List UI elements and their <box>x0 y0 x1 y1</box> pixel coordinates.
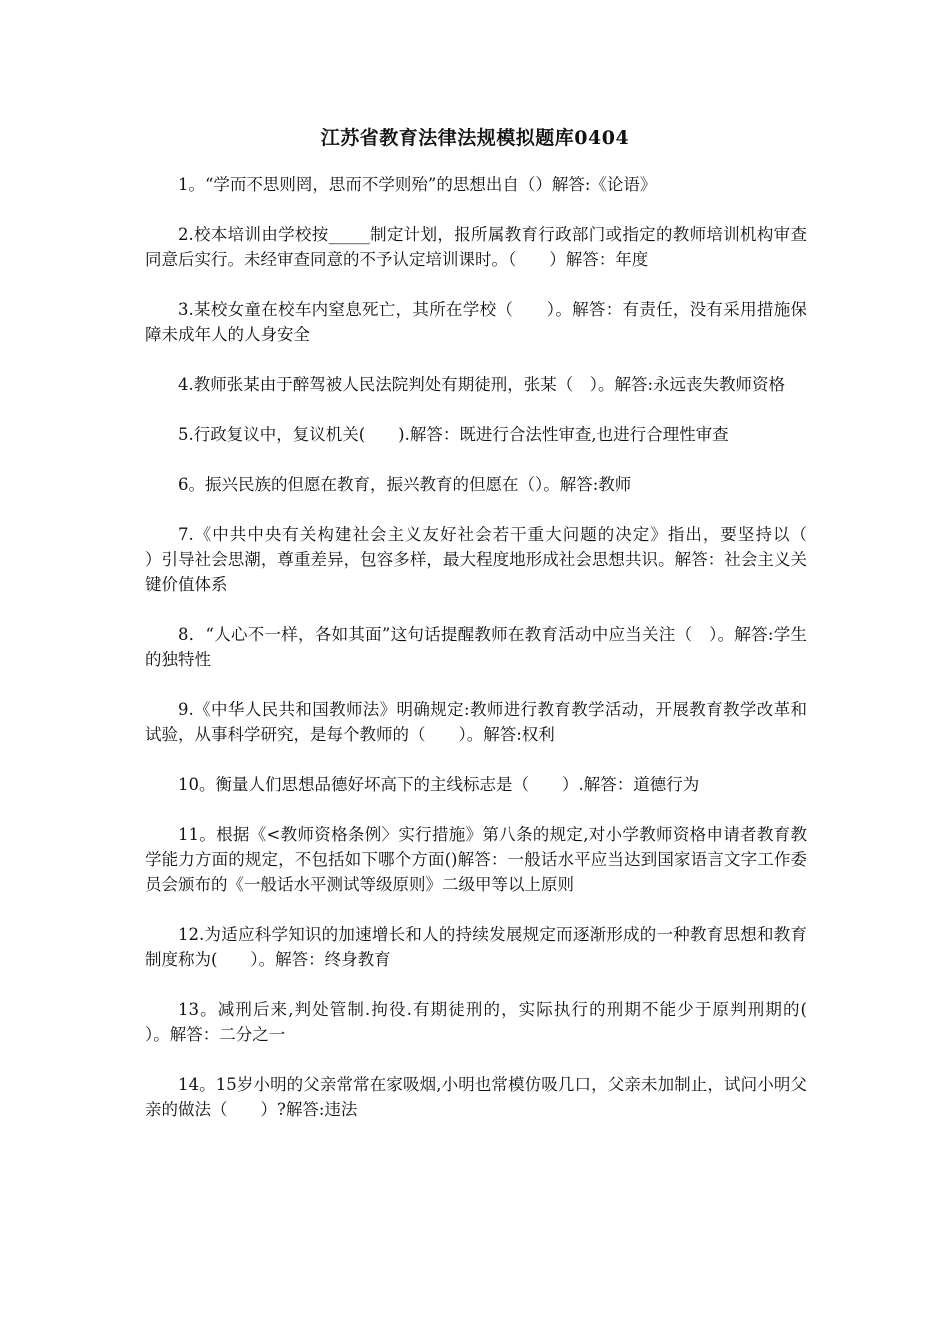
question-item: 6。振兴民族的但愿在教育，振兴教育的但愿在（）。解答:教师 <box>178 475 632 494</box>
question-item: 5.行政复议中，复议机关( ).解答：既进行合法性审查,也进行合理性审查 <box>178 425 729 444</box>
question-item: 14。15岁小明的父亲常常在家吸烟,小明也常模仿吸几口，父亲未加制止，试问小明父亲的做法（ ）?解答:违法 <box>145 1075 807 1119</box>
question-item: 10。衡量人们思想品德好坏高下的主线标志是（ ）.解答：道德行为 <box>178 775 700 794</box>
question-item: 4.教师张某由于醉驾被人民法院判处有期徒刑，张某（ ）。解答:永远丧失教师资格 <box>178 375 786 394</box>
question-item: 12.为适应科学知识的加速增长和人的持续发展规定而逐渐形成的一种教育思想和教育制度称为( ）。解答：终身教育 <box>145 925 807 969</box>
document-title: 江苏省教育法律法规模拟题库0404 <box>320 127 630 149</box>
question-item: 2.校本培训由学校按_____制定计划，报所属教育行政部门或指定的教师培训机构审查同意后实行。未经审查同意的不予认定培训课时。（ ）解答：年度 <box>145 225 807 269</box>
question-item: 7.《中共中央有关构建社会主义友好社会若干重大问题的决定》指出，要坚持以（ ）引导社会思潮，尊重差异，包容多样，最大程度地形成社会思想共识。解答：社会主义关键价值体系 <box>145 525 840 594</box>
question-item: 8．“人心不一样，各如其面”这句话提醒教师在教育活动中应当关注（ ）。解答:学生的独特性 <box>145 625 807 669</box>
question-list <box>145 172 840 1147</box>
question-item: 3.某校女童在校车内窒息死亡，其所在学校（ ）。解答：有责任，没有采用措施保障未成年人的人身安全 <box>145 300 807 344</box>
question-item: 13。减刑后来,判处管制.拘役.有期徒刑的，实际执行的刑期不能少于原判刑期的( ）。解答：二分之一 <box>145 1000 840 1044</box>
question-item: 9.《中华人民共和国教师法》明确规定:教师进行教育教学活动，开展教育教学改革和试验，从事科学研究，是每个教师的（ ）。解答:权利 <box>145 700 807 744</box>
question-item: 1。“学而不思则罔，思而不学则殆”的思想出自（）解答:《论语》 <box>178 175 657 194</box>
question-item: 11。根据《<教师资格条例〉实行措施》第八条的规定,对小学教师资格申请者教育教学能力方面的规定，不包括如下哪个方面()解答：一般话水平应当达到国家语言文字工作委员会颁布的《一般话水平测试等级原则》二级甲等以上原则 <box>145 825 807 894</box>
